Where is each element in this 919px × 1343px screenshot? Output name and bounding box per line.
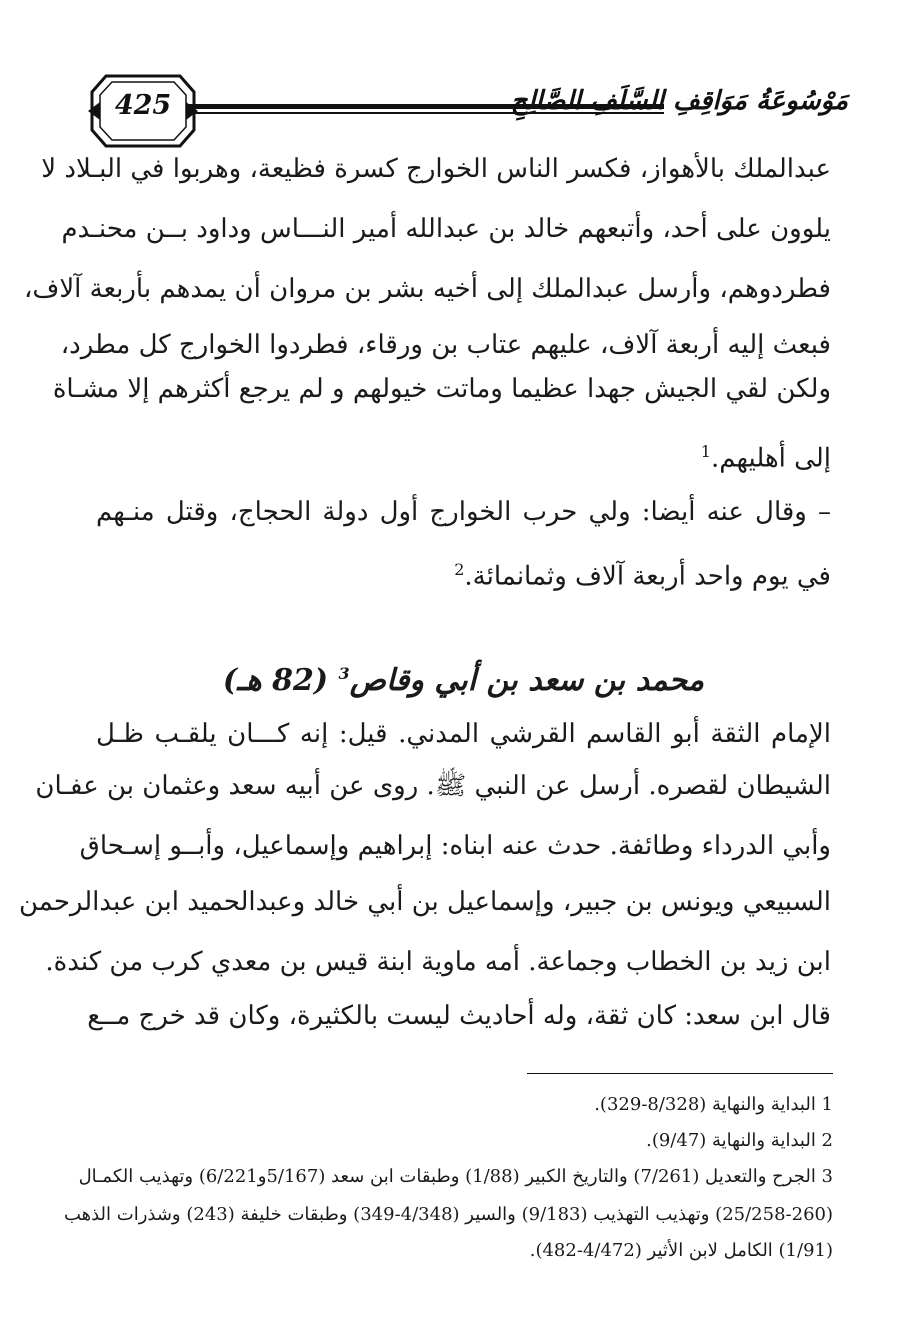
text-line — [96, 430, 831, 481]
footnote: 3 الجرح والتعديل (7/261) والتاريخ الكبير (1/88) وطبقات ابن سعد (5/167و6/221) وتهذيب الكمـال — [78, 1166, 833, 1187]
footnote: (25/258-260) وتهذيب التهذيب (9/183) والسير (4/348-349) وطبقات خليفة (243) وشذرات الذهب — [63, 1204, 833, 1225]
text-line: فطردوهم، وأرسل عبدالملك إلى أخيه بشر بن مروان أن يمدهم بأربعة آلاف، — [24, 274, 831, 304]
text-line: ابن زيد بن الخطاب وجماعة. أمه ماوية ابنة قيس بن معدي كرب من كندة. — [45, 947, 831, 977]
footnote-separator — [527, 1073, 833, 1074]
page-header — [88, 72, 848, 152]
page-number: 425 — [114, 90, 172, 121]
text-line: الشيطان لقصره. أرسل عن النبي ﷺ. روى عن أبيه سعد وعثمان بن عفـان — [35, 771, 831, 801]
heading-year: (82 هـ) — [222, 663, 329, 698]
text-line: فبعث إليه أربعة آلاف، عليهم عتاب بن ورقاء، فطردوا الخوارج كل مطرد، — [60, 330, 831, 360]
text-line: عبدالملك بالأهواز، فكسر الناس الخوارج كسرة فظيعة، وهربوا في البـلاد لا — [41, 154, 831, 184]
text-line: السبيعي ويونس بن جبير، وإسماعيل بن أبي خالد وعبدالحميد ابن عبدالرحمن — [19, 887, 831, 917]
page-number-badge — [88, 72, 198, 150]
text-line: يلوون على أحد، وأتبعهم خالد بن عبدالله أمير النـــاس وداود بــن محنـدم — [61, 214, 831, 244]
text-line: – وقال عنه أيضا: ولي حرب الخوارج أول دولة الحجاج، وقتل منـهم — [96, 497, 831, 527]
footnote-ref[interactable]: 3 — [338, 664, 350, 683]
text-line: قال ابن سعد: كان ثقة، وله أحاديث ليست بالكثيرة، وكان قد خرج مــع — [87, 1001, 831, 1031]
footnote: (1/91) الكامل لابن الأثير (4/472-482). — [529, 1240, 833, 1261]
series-title: مَوْسُوعَةُ مَوَاقِفِ السَّلَفِ الصَّالِحِ — [510, 86, 848, 116]
section-heading — [96, 651, 831, 704]
text-line: ولكن لقي الجيش جهدا عظيما وماتت خيولهم و لم يرجع أكثرهم إلا مشـاة — [52, 374, 831, 404]
text-fragment: إلى أهليهم. — [710, 443, 831, 474]
text-line — [96, 548, 831, 599]
heading-title: محمد بن سعد بن أبي وقاص — [349, 663, 705, 698]
text-line: وأبي الدرداء وطائفة. حدث عنه ابناه: إبراهيم وإسماعيل، وأبــو إسـحاق — [79, 831, 831, 861]
footnote: 1 البداية والنهاية (8/328-329). — [594, 1094, 833, 1115]
text-fragment: في يوم واحد أربعة آلاف وثمانمائة. — [464, 561, 831, 592]
text-line: الإمام الثقة أبو القاسم القرشي المدني. قيل: إنه كـــان يلقـب ظـل — [96, 719, 831, 749]
footnote: 2 البداية والنهاية (9/47). — [646, 1130, 833, 1151]
footnote-ref[interactable]: 2 — [454, 560, 465, 579]
footnote-ref[interactable]: 1 — [700, 442, 711, 461]
